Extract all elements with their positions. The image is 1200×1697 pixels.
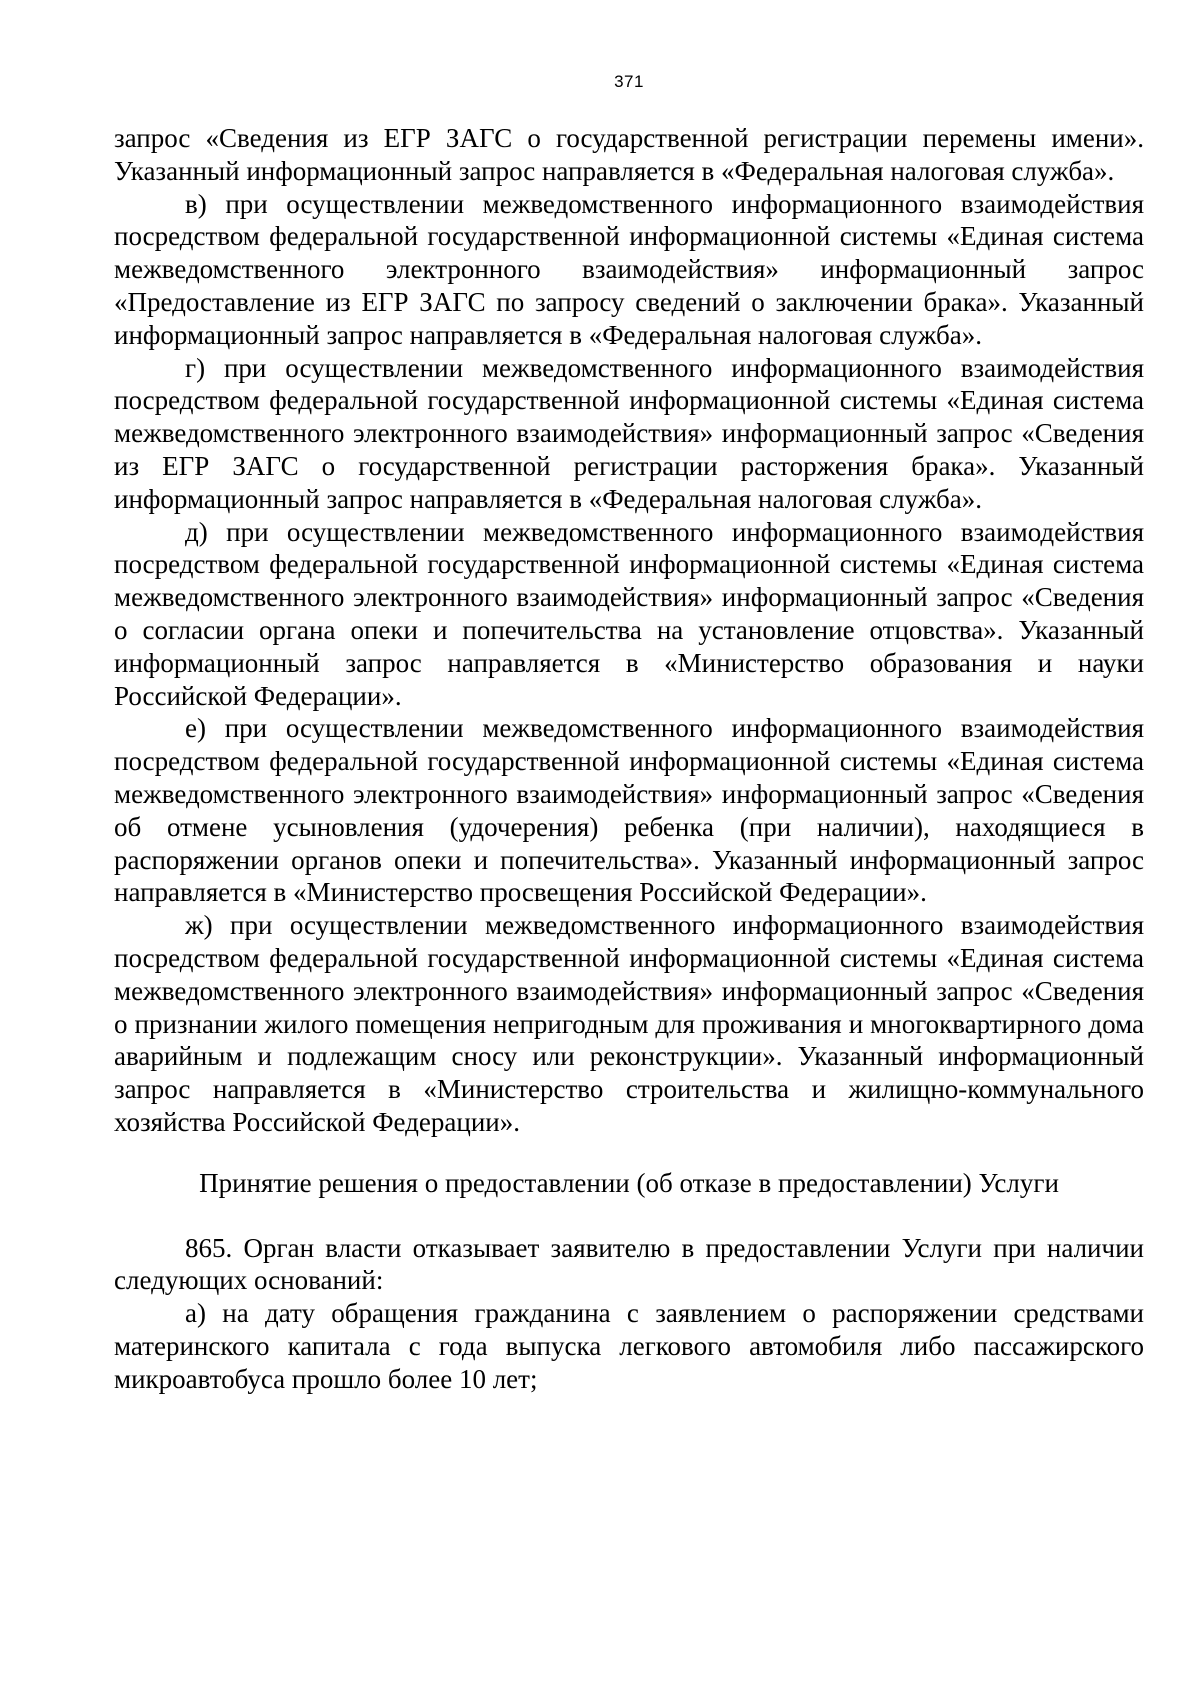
document-body — [114, 122, 1144, 1395]
paragraph-item-g: г) при осуществлении межведомственного информационного взаимодействия посредством федеральной государственной информационной системы «Единая система межведомственного электронного взаимодействия» информационный запрос «Сведения из ЕГР ЗАГС о государственной регистрации расторжения брака». Указанный информационный запрос направляется в «Федеральная налоговая служба». — [114, 352, 1144, 514]
paragraph-continuation: запрос «Сведения из ЕГР ЗАГС о государственной регистрации перемены имени». Указанный информационный запрос направляется в «Федеральная налоговая служба». — [114, 123, 1144, 186]
paragraph-item-a: а) на дату обращения гражданина с заявлением о распоряжении средствами материнского капитала с года выпуска легкового автомобиля либо пассажирского микроавтобуса прошло более 10 лет; — [114, 1298, 1144, 1394]
section-heading: Принятие решения о предоставлении (об отказе в предоставлении) Услуги — [199, 1167, 1059, 1198]
page-number: 371 — [614, 72, 644, 91]
paragraph-item-d: д) при осуществлении межведомственного информационного взаимодействия посредством федеральной государственной информационной системы «Единая система межведомственного электронного взаимодействия» информационный запрос «Сведения о согласии органа опеки и попечительства на установление отцовства». Указанный информационный запрос направляется в «Министерство образования и науки Российской Федерации». — [114, 516, 1144, 711]
paragraph-item-e: е) при осуществлении межведомственного информационного взаимодействия посредством федеральной государственной информационной системы «Единая система межведомственного электронного взаимодействия» информационный запрос «Сведения об отмене усыновления (удочерения) ребенка (при наличии), находящиеся в распоряжении органов опеки и попечительства». Указанный информационный запрос направляется в «Министерство просвещения Российской Федерации». — [114, 713, 1144, 908]
paragraph-item-v: в) при осуществлении межведомственного информационного взаимодействия посредством федеральной государственной информационной системы «Единая система межведомственного электронного взаимодействия» информационный запрос «Предоставление из ЕГР ЗАГС по запросу сведений о заключении брака». Указанный информационный запрос направляется в «Федеральная налоговая служба». — [114, 188, 1144, 350]
paragraph-865: 865. Орган власти отказывает заявителю в предоставлении Услуги при наличии следующих оснований: — [114, 1232, 1144, 1296]
paragraph-item-zh: ж) при осуществлении межведомственного информационного взаимодействия посредством федеральной государственной информационной системы «Единая система межведомственного электронного взаимодействия» информационный запрос «Сведения о признании жилого помещения непригодным для проживания и многоквартирного дома аварийным и подлежащим сносу или реконструкции». Указанный информационный запрос направляется в «Министерство строительства и жилищно-коммунального хозяйства Российской Федерации». — [114, 910, 1144, 1137]
